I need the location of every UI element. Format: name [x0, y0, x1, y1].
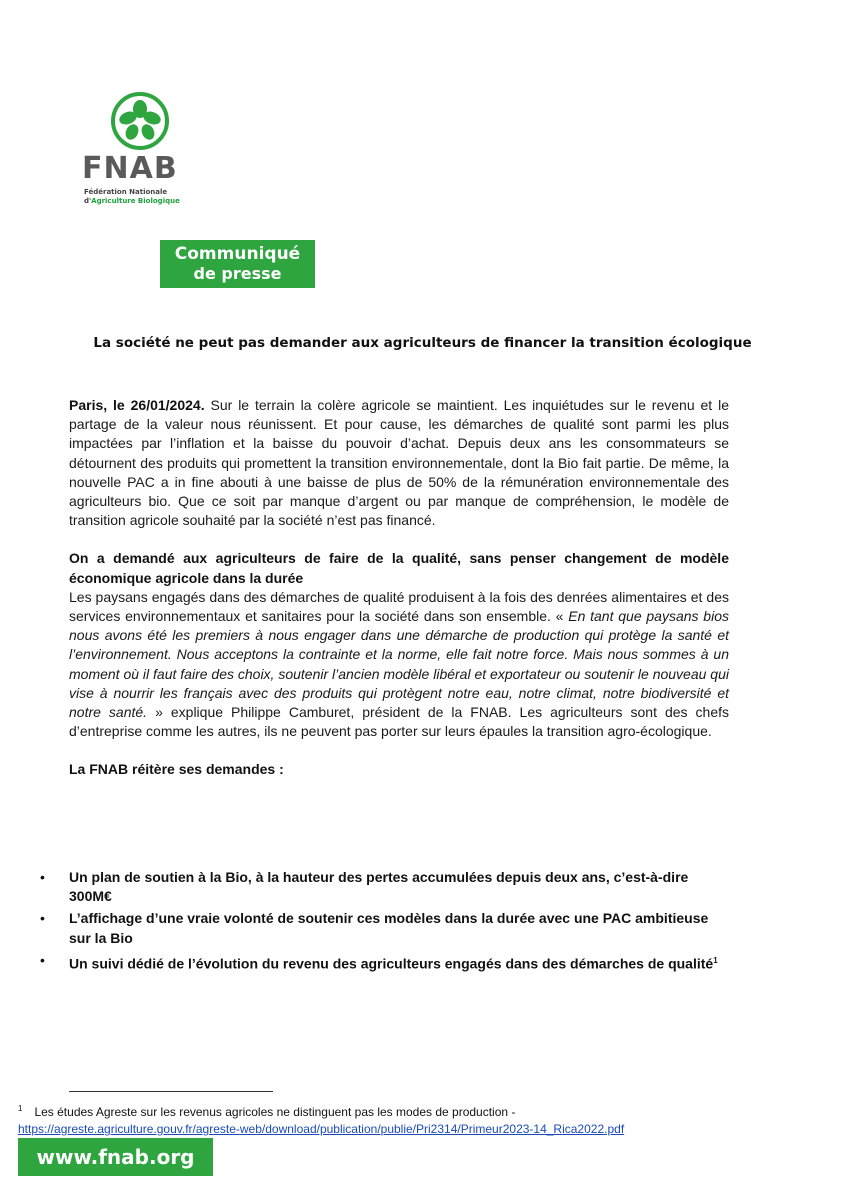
website-url[interactable]: www.fnab.org: [36, 1145, 195, 1169]
demands-list: [40, 868, 729, 977]
section1-text-before: Les paysans engagés dans des démarches de qualité produisent à la fois des denrées alimentaires et des services environnementaux et sanitaires pour la société dans son ensemble. «: [69, 588, 729, 625]
list-item-text: L’affichage d’une vraie volonté de soutenir ces modèles dans la durée avec une PAC ambitieuse sur la Bio: [69, 910, 709, 946]
press-label-line1: Communiqué: [174, 244, 301, 264]
list-item: [40, 909, 729, 947]
headline: La société ne peut pas demander aux agriculteurs de financer la transition écologique: [93, 335, 752, 351]
section1-paragraph: [69, 549, 729, 741]
logo-subtitle-prefix: d': [84, 197, 92, 205]
logo-subtitle: [84, 188, 180, 206]
section1-quote: En tant que paysans bios nous avons été les premiers à nous engager dans une démarche de production qui protège la santé et l’environnement. Nous acceptons la contrainte et la norme, elle fait notre force. Mais nous sommes à un moment où il faut faire des choix, soutenir l’ancien modèle libéral et exportateur ou soutenir le nouveau qui vise à nourrir les français avec des produits qui protègent notre eau, notre climat, notre biodiversité et notre santé.: [69, 608, 729, 721]
bullet-glyph: •: [40, 910, 45, 927]
list-item: [40, 951, 729, 974]
footnote-link[interactable]: https://agreste.agriculture.gouv.fr/agreste-web/download/publication/publie/Pri2314/Primeur2023-14_Rica2022.pdf: [18, 1122, 625, 1136]
list-item-text: Un suivi dédié de l’évolution du revenu des agriculteurs engagés dans des démarches de qualité: [69, 955, 714, 972]
section1-text-after: » explique Philippe Camburet, président de la FNAB. Les agriculteurs sont des chefs d’entreprise comme les autres, ils ne peuvent pas porter sur leurs épaules la transition agro-écologique.: [69, 704, 730, 740]
footnote-text: Les études Agreste sur les revenus agricoles ne distinguent pas les modes de production -: [34, 1105, 516, 1119]
footnote-reference[interactable]: 1: [713, 955, 718, 965]
footnote-divider: [69, 1091, 273, 1092]
website-banner[interactable]: [18, 1138, 213, 1176]
dateline: Paris, le 26/01/2024.: [69, 397, 205, 413]
logo-subtitle-green: Agriculture Biologique: [91, 197, 180, 205]
intro-text: Sur le terrain la colère agricole se maintient. Les inquiétudes sur le revenu et le partage de la valeur nous réunissent. Et pour cause, les démarches de qualité sont parmi les plus impactées par l’inflation et la baisse du pouvoir d’achat. Depuis deux ans les consommateurs se détournent des produits qui promettent la transition environnementale, dont la Bio fait partie. De même, la nouvelle PAC a in fine abouti à une baisse de plus de 50% de la rémunération environnementale des agriculteurs bio. Que ce soit par manque d’argent ou par manque de compréhension, le modèle de transition agricole souhaité par la société n’est pas financé.: [69, 397, 729, 529]
section1-heading: On a demandé aux agriculteurs de faire de la qualité, sans penser changement de modèle économique agricole dans la durée: [69, 550, 729, 586]
logo-subtitle-line1: Fédération Nationale: [84, 188, 168, 196]
list-item-text: Un plan de soutien à la Bio, à la hauteur des pertes accumulées depuis deux ans, c’est-à-dire 300M€: [69, 869, 689, 905]
demands-heading: La FNAB réitère ses demandes :: [69, 761, 284, 778]
bullet-glyph: •: [40, 951, 45, 968]
body-text: [69, 396, 729, 780]
intro-paragraph: [69, 396, 729, 530]
flower-icon: [110, 92, 170, 150]
logo-name: FNAB: [82, 151, 178, 186]
list-item: [40, 868, 729, 906]
press-label-line2: de presse: [193, 264, 282, 283]
press-release-label: [160, 240, 315, 288]
footnote-number: 1: [18, 1104, 23, 1113]
bullet-glyph: •: [40, 869, 45, 885]
fnab-logo: [82, 92, 187, 212]
footnote: [18, 1100, 729, 1138]
